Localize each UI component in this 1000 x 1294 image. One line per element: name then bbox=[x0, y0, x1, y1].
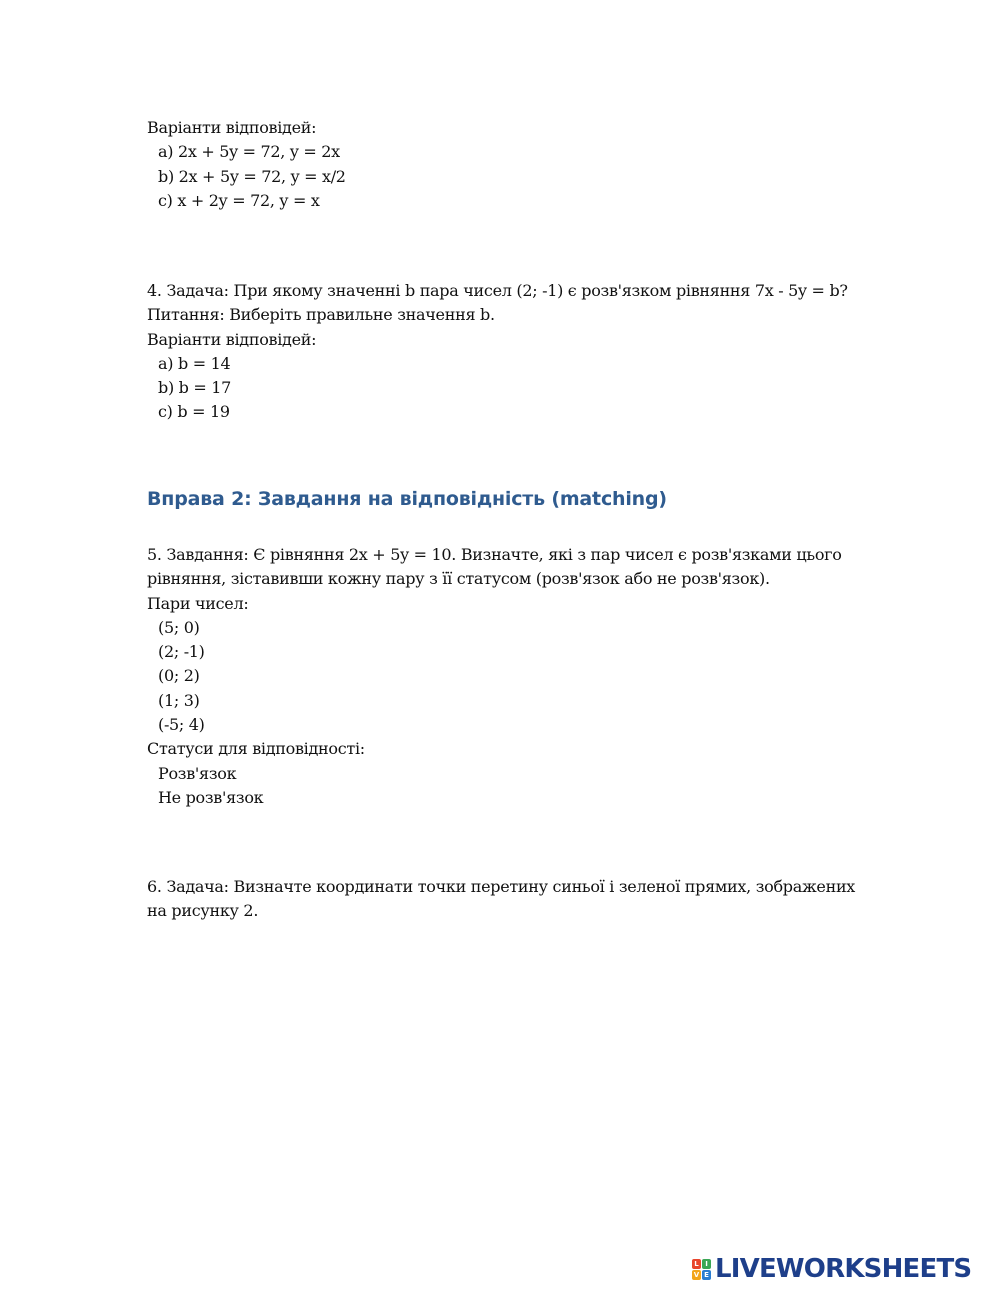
logo-icon bbox=[692, 1259, 711, 1280]
pair-item: (0; 2) bbox=[158, 666, 200, 686]
logo-wordmark: LIVEWORKSHEETS bbox=[715, 1254, 972, 1284]
question-6-task: 6. Задача: Визначте координати точки перетину синьої і зеленої прямих, зображених на рисунку 2. bbox=[147, 877, 856, 921]
pairs-label: Пари чисел: bbox=[147, 593, 249, 613]
question-6 bbox=[147, 875, 867, 924]
logo-letter: V bbox=[693, 1270, 700, 1279]
pair-item: (2; -1) bbox=[158, 642, 205, 662]
liveworksheets-logo bbox=[692, 1254, 971, 1284]
options-label: Варіанти відповідей: bbox=[147, 118, 317, 137]
pair-item: (1; 3) bbox=[158, 690, 200, 710]
question-3-options bbox=[147, 116, 867, 213]
exercise-2-heading: Вправа 2: Завдання на відповідність (matching) bbox=[147, 488, 667, 510]
logo-letter: I bbox=[702, 1259, 711, 1269]
option-b: b) b = 17 bbox=[158, 378, 232, 398]
option-a: a) 2x + 5y = 72, y = 2x bbox=[158, 142, 340, 162]
pair-item: (-5; 4) bbox=[158, 715, 205, 735]
question-4 bbox=[147, 279, 867, 425]
option-a: a) b = 14 bbox=[158, 353, 231, 373]
statuses-label: Статуси для відповідності: bbox=[147, 739, 365, 759]
logo-letter: L bbox=[692, 1259, 701, 1269]
pair-item: (5; 0) bbox=[158, 617, 200, 637]
question-4-prompt: Питання: Виберіть правильне значення b. bbox=[147, 305, 495, 325]
options-label: Варіанти відповідей: bbox=[147, 329, 317, 349]
option-c: c) b = 19 bbox=[158, 402, 230, 422]
question-5-task: 5. Завдання: Є рівняння 2x + 5y = 10. Визначте, які з пар чисел є розв'язками цього рівняння, зіставивши кожну пару з її статусом (розв'язок або не розв'язок). bbox=[147, 545, 842, 589]
question-4-task: 4. Задача: При якому значенні b пара чисел (2; -1) є розв'язком рівняння 7x - 5y = b? bbox=[147, 281, 848, 300]
status-item: Розв'язок bbox=[158, 763, 237, 783]
question-5 bbox=[147, 543, 867, 810]
option-b: b) 2x + 5y = 72, y = x/2 bbox=[158, 166, 346, 186]
option-c: c) x + 2y = 72, y = x bbox=[158, 190, 320, 210]
status-item: Не розв'язок bbox=[158, 787, 264, 807]
logo-letter: E bbox=[702, 1270, 711, 1280]
